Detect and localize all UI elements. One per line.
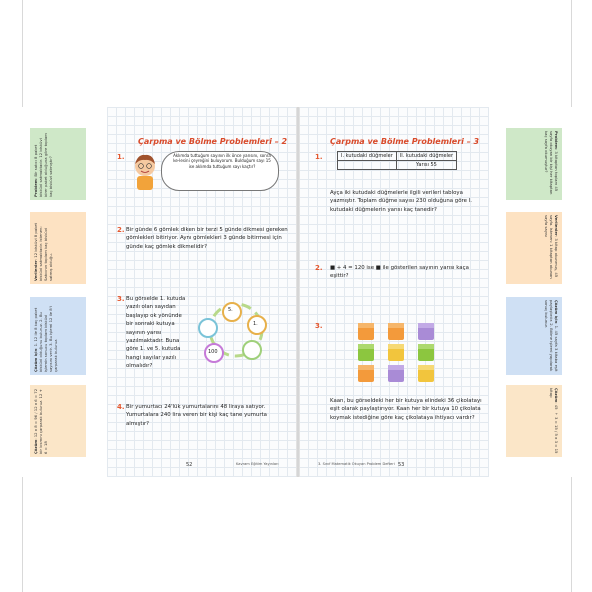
footer-right: 3. Sınıf Matematik Okuyan Problem Defteri (318, 462, 395, 466)
question-number: 3. (315, 322, 323, 330)
table-header-2: II. kutudaki düğmeler (396, 152, 456, 161)
buttons-table (337, 151, 457, 170)
table-cell-value: Yarısı 55 (396, 161, 456, 170)
question-number: 1. (315, 153, 323, 161)
question-number: 3. (117, 295, 125, 303)
chocolate-boxes-illustration (352, 320, 442, 388)
note-solution-right: Çözüm: 45 ÷ 3 = 15 / 5 x 3 = 15 kitap (506, 385, 562, 457)
question-number: 1. (117, 153, 125, 161)
book-spine (296, 107, 300, 477)
question-text: Bir yumurtacı 24'lük yumurtalarını 48 liraya satıyor. Yumurtalara 240 lira veren bir kişi kaç tane yumurta almıştır? (126, 404, 267, 427)
speech-bubble-text: Aklımda tuttuğum sayının ilk önce yarısını, sonra ke-lesini çeyreğini buluyorum. Bulduğum sayı 15 ise aklımda tuttuğum sayı kaçtır? (173, 153, 271, 169)
note-problem-left: Problem: Bir satıcı 8 paket bisküvi satmaktadır. 12 bisküvi birer paket olduğuna göre toplam kaç bisküvi satmıştır? (30, 128, 86, 200)
page-title-left: Çarpma ve Bölme Problemleri – 2 (138, 137, 288, 146)
footer-left: Kavram Eğitim Yayınları (236, 462, 279, 466)
page-title-right: Çarpma ve Bölme Problemleri – 3 (330, 137, 480, 146)
question-text: Bu görselde 1. kutuda yazılı olan sayıdan başlayıp ok yönünde bir sonraki kutuya sayının yarısı yazılmaktadır. Buna göre 1. ve 5. kutuda hangi sayılar yazılı olmalıdır? (126, 296, 186, 370)
page-number-right: 53 (398, 462, 405, 468)
note-solution-hint-right: Çözüm için: 1. 45 sayfa 3 kitaba eşit paylaştırılır. 2. Bölme işlemi yapılarak sonuç bulunur. (506, 297, 562, 375)
diagram-box-1-label: 1. (253, 321, 258, 327)
question-text: Ayça iki kutudaki düğmelerle ilgili verileri tabloya yazmıştır. Toplam düğme sayısı 230 olduğuna göre I. kutudaki düğmelerin yarısı kaç tanedir? (330, 190, 472, 213)
table-header-1: I. kutudaki düğmeler (338, 152, 397, 161)
question-number: 4. (117, 403, 125, 411)
diagram-box-5-label: 5. (228, 307, 233, 313)
number-cycle-diagram (194, 298, 278, 364)
table-cell-empty (338, 161, 397, 170)
boy-illustration (130, 152, 160, 190)
note-given-left: Verilenler: 12 bisküvi 8 paket bisküvi satmaktadır. Istenen: Satıcının toplam kaç bisküvi satmış olduğu. (30, 212, 86, 284)
diagram-box-100-label: 100 (208, 349, 218, 355)
note-given-right: Verilenler: 3 kitap okunmuş, 45 sayfa. Istenen: 1 kitaptan okunan sayfa sayısı (506, 212, 562, 284)
note-problem-right: Problem: 3 kitaptan toplam 45 sayfa okuyan bir kişi her kitaptan kaç sayfa okumuştur? (506, 128, 562, 200)
question-text: Kaan, bu görseldeki her bir kutuya elindeki 36 çikolatayı eşit olarak paylaştırıyor. Kaan her bir kutuya 10 çikolata koymak istediğine göre kaç çikolataya ihtiyacı vardır? (330, 398, 482, 421)
question-text: ■ + 4 = 120 ise ■ ile gösterilen sayının yarısı kaça eşittir? (330, 265, 469, 280)
note-solution-left: Çözüm: 12 x 8 = 96 / 12 x 6 = 72 bir kısmını çarparak buluruz. 12 + 6 = 18 (30, 385, 86, 457)
note-solution-hint-left: Çözüm için: 1. 12 ile 8 kaç paket bisküvi olduğunu buluruz. 2. Bu işlemin sonucu toplam bisküvi sayısını verir. 3. Bu işlemi 12 ile 8'i çarparak buluruz. (30, 297, 86, 375)
question-number: 2. (315, 264, 323, 272)
page-number-left: 52 (186, 462, 193, 468)
question-number: 2. (117, 226, 125, 234)
question-text: Bir günde 6 gömlek diken bir terzi 5 günde dikmesi gereken gömlekleri bitiriyor. Aynı gömlekleri 3 günde bitirmesi için günde kaç gömlek dikmelidir? (126, 227, 288, 250)
